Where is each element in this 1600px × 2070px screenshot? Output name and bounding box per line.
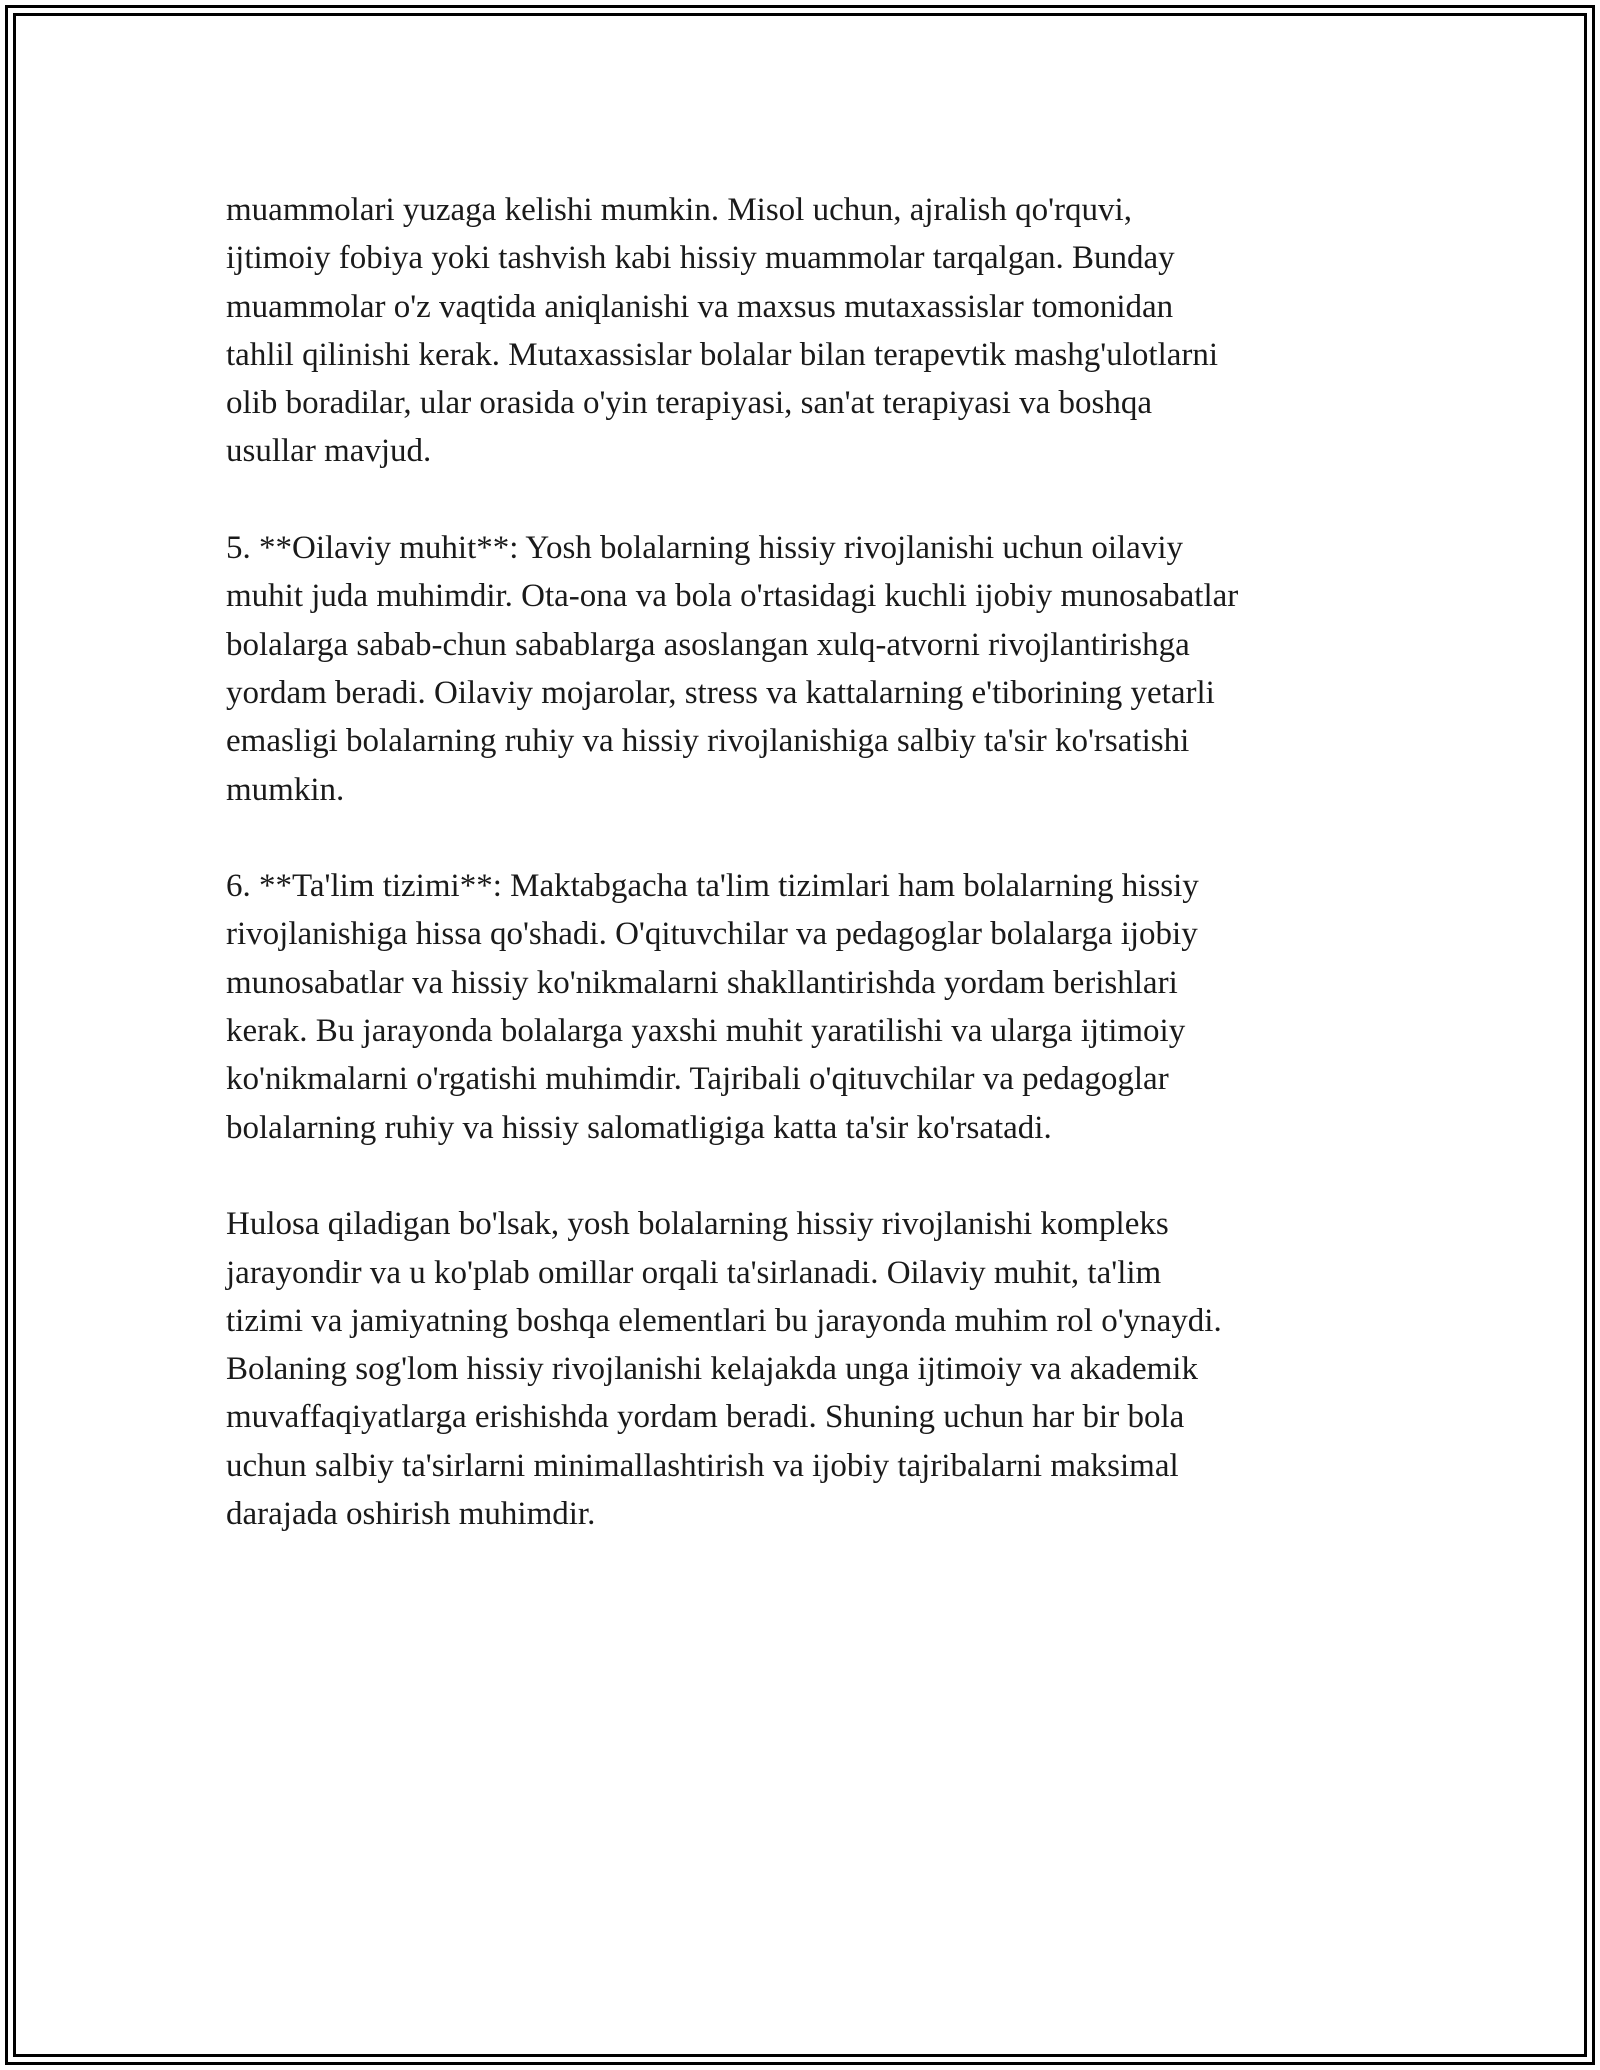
paragraph-education-system: 6. **Ta'lim tizimi**: Maktabgacha ta'lim tizimlari ham bolalarning hissiy rivojlanishiga hissa qo'shadi. O'qituvchilar va pedagoglar bolalarga ijobiy munosabatlar va hissiy ko'nikmalarni shakllantirishda yordam berishlari kerak. Bu jarayonda bolalarga yaxshi muhit yaratilishi va ularga ijtimoiy ko'nikmalarni o'rgatishi muhimdir. Tajribali o'qituvchilar va pedagoglar bolalarning ruhiy va hissiy salomatligiga katta ta'sir ko'rsatadi. [226,868,1199,1146]
paragraph-family-environment: 5. **Oilaviy muhit**: Yosh bolalarning hissiy rivojlanishi uchun oilaviy muhit juda muhimdir. Ota-ona va bola o'rtasidagi kuchli ijobiy munosabatlar bolalarga sabab-chun sabablarga asoslangan xulq-atvorni rivojlantirishga yordam beradi. Oilaviy mojarolar, stress va kattalarning e'tiborining yetarli emasligi bolalarning ruhiy va hissiy rivojlanishiga salbiy ta'sir ko'rsatishi mumkin. [226,530,1239,808]
document-body [226,186,1396,1587]
paragraph-conclusion: Hulosa qiladigan bo'lsak, yosh bolalarning hissiy rivojlanishi kompleks jarayondir va u ko'plab omillar orqali ta'sirlanadi. Oilaviy muhit, ta'lim tizimi va jamiyatning boshqa elementlari bu jarayonda muhim rol o'ynaydi. Bolaning sog'lom hissiy rivojlanishi kelajakda unga ijtimoiy va akademik muvaffaqiyatlarga erishishda yordam beradi. Shuning uchun har bir bola uchun salbiy ta'sirlarni minimallashtirish va ijobiy tajribalarni maksimal darajada oshirish muhimdir. [226,1206,1222,1533]
paragraph-continuation: muammolari yuzaga kelishi mumkin. Misol uchun, ajralish qo'rquvi, ijtimoiy fobiya yoki tashvish kabi hissiy muammolar tarqalgan. Bunday muammolar o'z vaqtida aniqlanishi va maxsus mutaxassislar tomonidan tahlil qilinishi kerak. Mutaxassislar bolalar bilan terapevtik mashg'ulotlarni olib boradilar, ular orasida o'yin terapiyasi, san'at terapiyasi va boshqa usullar mavjud. [226,192,1219,470]
